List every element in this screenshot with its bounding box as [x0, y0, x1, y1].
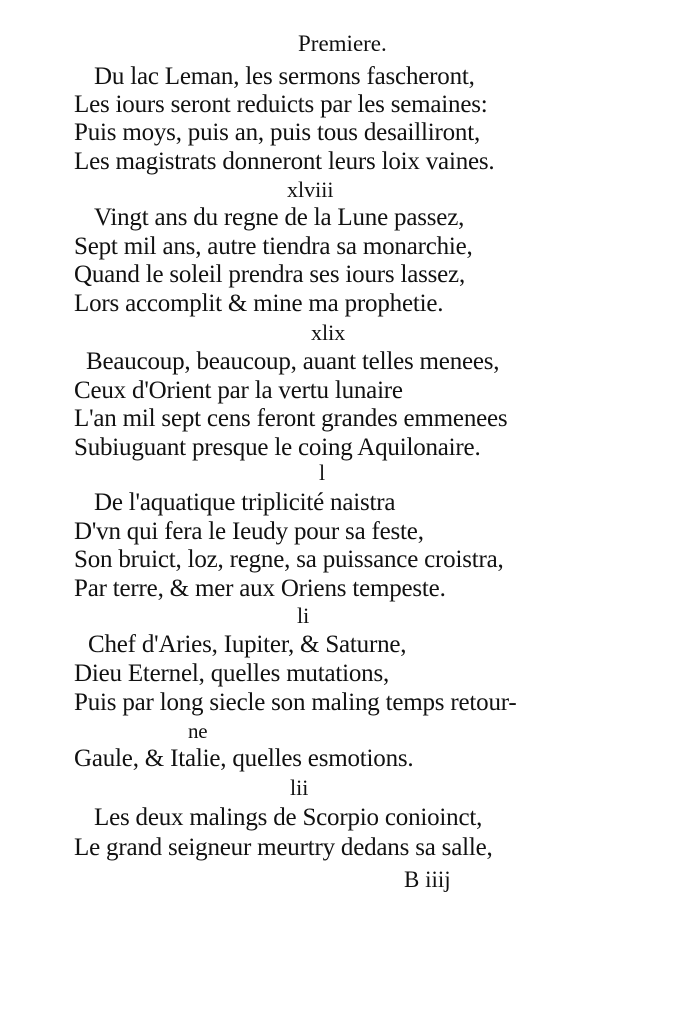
- verse-line: Chef d'Aries, Iupiter, & Saturne,: [88, 631, 407, 658]
- verse-line: Dieu Eternel, quelles mutations,: [74, 660, 390, 687]
- signature-mark: B iiij: [404, 867, 451, 892]
- quatrain-number: li: [297, 603, 310, 628]
- verse-line: L'an mil sept cens feront grandes emmenees: [74, 405, 508, 432]
- verse-line: Vingt ans du regne de la Lune passez,: [94, 204, 465, 231]
- verse-line: Le grand seigneur meurtry dedans sa salle,: [74, 834, 493, 861]
- verse-line: Puis moys, puis an, puis tous desailliront,: [74, 119, 480, 146]
- verse-line: Son bruict, loz, regne, sa puissance croistra,: [74, 546, 504, 573]
- quatrain-number: xlviii: [287, 177, 334, 202]
- verse-line: Par terre, & mer aux Oriens tempeste.: [74, 575, 446, 602]
- verse-line: Puis par long siecle son maling temps retour-: [74, 689, 517, 716]
- verse-line: Les magistrats donneront leurs loix vaines.: [74, 148, 495, 175]
- quatrain-number: lii: [290, 775, 309, 800]
- verse-line: D'vn qui fera le Ieudy pour sa feste,: [74, 518, 424, 545]
- verse-line: Du lac Leman, les sermons fascheront,: [94, 63, 475, 90]
- verse-line: Les iours seront reduicts par les semaines:: [74, 91, 488, 118]
- verse-line: Gaule, & Italie, quelles esmotions.: [74, 745, 414, 772]
- verse-line: Quand le soleil prendra ses iours lassez,: [74, 261, 465, 288]
- verse-line: Sept mil ans, autre tiendra sa monarchie,: [74, 233, 473, 260]
- verse-line: Lors accomplit & mine ma prophetie.: [74, 290, 444, 317]
- quatrain-number: l: [319, 460, 326, 485]
- page-header: Premiere.: [298, 31, 387, 56]
- verse-line-continuation: ne: [188, 719, 208, 743]
- verse-line: Beaucoup, beaucoup, auant telles menees,: [86, 348, 500, 375]
- verse-line: Les deux malings de Scorpio conioinct,: [94, 804, 483, 831]
- quatrain-number: xlix: [311, 320, 346, 345]
- verse-line: Ceux d'Orient par la vertu lunaire: [74, 377, 403, 404]
- verse-line: Subiuguant presque le coing Aquilonaire.: [74, 434, 481, 461]
- verse-line: De l'aquatique triplicité naistra: [94, 489, 396, 516]
